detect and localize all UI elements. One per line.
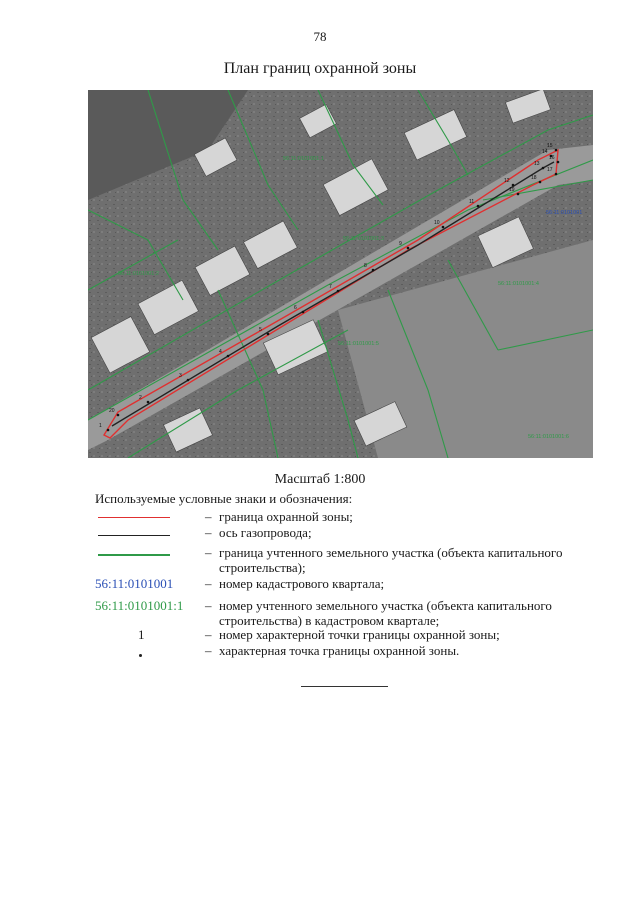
zone-point [372, 269, 375, 272]
point-dot-symbol [139, 654, 142, 657]
zone-point [187, 379, 190, 382]
parcel-number-label: 56:11:0101001:1 [283, 156, 324, 162]
parcel-number-label: 56:11:0101001:3 [343, 236, 384, 242]
legend-dash: – [205, 545, 212, 560]
zone-point [302, 311, 305, 314]
quarter-number-label: 56:11:0101001 [546, 210, 583, 216]
footer-rule [301, 686, 388, 687]
parcel-number-label: 56:11:0101001:6 [528, 434, 569, 440]
black-line-symbol [98, 535, 170, 536]
zone-point-label: 12 [504, 178, 510, 184]
zone-point [477, 205, 480, 208]
zone-point-label: 15 [547, 143, 553, 149]
satellite-map[interactable] [88, 90, 593, 458]
zone-point-label: 10 [434, 220, 440, 226]
zone-point-label: 8 [364, 263, 367, 269]
zone-point [555, 149, 558, 152]
zone-point [107, 429, 110, 432]
zone-point-label: 3 [179, 373, 182, 379]
zone-point-label: 13 [534, 161, 540, 167]
parcel-number-label: 56:11:0101001:2 [118, 271, 159, 277]
zone-point [539, 181, 542, 184]
zone-point-label: 5 [259, 327, 262, 333]
zone-point [557, 161, 560, 164]
zone-point-label: 18 [531, 175, 537, 181]
parcel-number-label: 56:11:0101001:5 [338, 341, 379, 347]
zone-point [512, 184, 515, 187]
zone-point [542, 167, 545, 170]
legend-description: граница охранной зоны; [219, 509, 353, 524]
scale-label: Масштаб 1:800 [274, 472, 366, 487]
legend-dash: – [205, 643, 212, 658]
zone-point-label: 14 [542, 149, 548, 155]
zone-point-label: 2 [139, 395, 142, 401]
parcel-number-label: 56:11:0101001:4 [498, 281, 539, 287]
zone-point-label: 6 [294, 305, 297, 311]
zone-point-label: 7 [329, 284, 332, 290]
zone-point [517, 193, 520, 196]
zone-point-label: 20 [109, 408, 115, 414]
legend-dash: – [205, 627, 212, 642]
zone-point-label: 1 [99, 423, 102, 429]
zone-point-label: 16 [549, 155, 555, 161]
plan-title: План границ охранной зоны [223, 60, 417, 77]
zone-point [442, 226, 445, 229]
legend-description: номер кадастрового квартала; [219, 576, 385, 591]
zone-point [227, 355, 230, 358]
point-number-sample: 1 [138, 627, 145, 642]
page-number: 78 [313, 29, 327, 44]
legend-dash: – [205, 598, 212, 613]
zone-point [407, 247, 410, 250]
legend-dash: – [205, 509, 212, 524]
green-line-symbol [98, 554, 170, 556]
legend-description: ось газопровода; [219, 525, 312, 540]
zone-point [147, 401, 150, 404]
zone-point-label: 19 [509, 187, 515, 193]
legend-description: номер характерной точки границы охранной зоны; [219, 627, 500, 642]
legend-dash: – [205, 525, 212, 540]
zone-point [337, 290, 340, 293]
zone-point-label: 4 [219, 349, 222, 355]
legend-title: Используемые условные знаки и обозначения: [95, 491, 353, 506]
parcel-number-sample: 56:11:0101001:1 [95, 598, 184, 613]
zone-point [117, 414, 120, 417]
quarter-number-sample: 56:11:0101001 [95, 576, 174, 591]
red-line-symbol [98, 517, 170, 518]
legend-dash: – [205, 576, 212, 591]
legend-description: номер учтенного земельного участка (объекта капитального строительства) в кадастровом квартале; [219, 598, 552, 628]
zone-point-label: 17 [547, 167, 553, 173]
zone-point-label: 9 [399, 241, 402, 247]
legend-description: характерная точка границы охранной зоны. [219, 643, 460, 658]
legend-description: граница учтенного земельного участка (объекта капитального строительства); [219, 545, 563, 575]
zone-point [555, 173, 558, 176]
zone-point [267, 333, 270, 336]
zone-point-label: 11 [469, 199, 475, 205]
